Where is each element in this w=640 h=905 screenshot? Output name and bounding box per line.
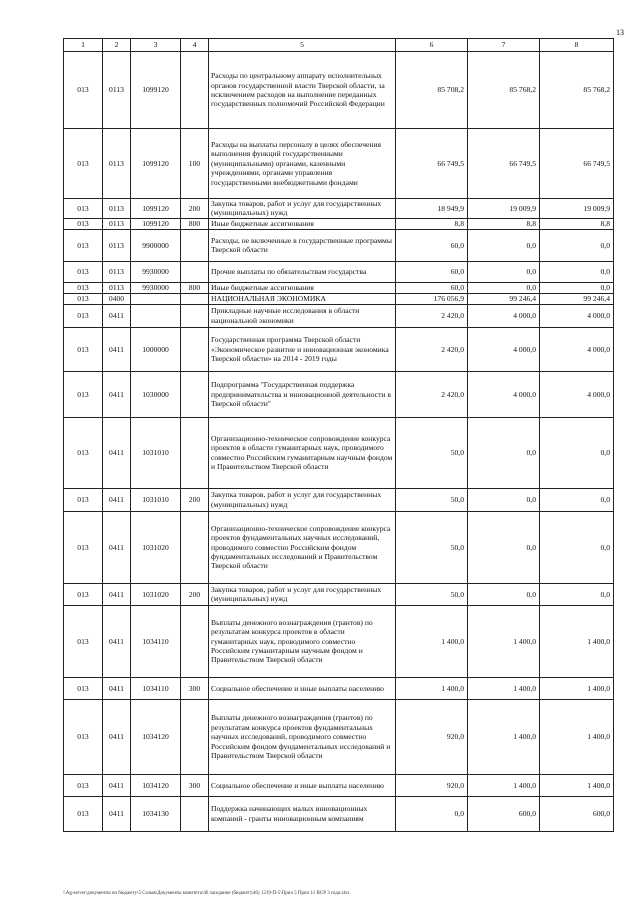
header-cell-5: 5 [209, 39, 396, 52]
col-description: Иные бюджетные ассигнования [209, 218, 396, 229]
col-amount-year2: 1 400,0 [468, 774, 540, 796]
col-amount-year2: 0,0 [468, 583, 540, 605]
col-ministry-code: 013 [64, 774, 103, 796]
col-ministry-code: 013 [64, 511, 103, 583]
table-row [64, 796, 614, 831]
col-amount-year1: 920,0 [396, 699, 468, 774]
table-row [64, 199, 614, 219]
page-number: 13 [616, 28, 624, 37]
col-amount-year1: 2 420,0 [396, 327, 468, 371]
col-description: Подпрограмма "Государственная поддержка предпринимательства и инновационной деятельности в Тверской области" [209, 371, 396, 417]
col-expense-type: 300 [181, 774, 209, 796]
col-ministry-code: 013 [64, 796, 103, 831]
col-ministry-code: 013 [64, 304, 103, 327]
col-amount-year2: 1 400,0 [468, 677, 540, 699]
col-expense-type [181, 417, 209, 488]
table-row [64, 229, 614, 261]
col-amount-year1: 176 056,9 [396, 293, 468, 304]
col-amount-year2: 0,0 [468, 417, 540, 488]
col-ministry-code: 013 [64, 371, 103, 417]
table-row [64, 677, 614, 699]
col-amount-year1: 85 708,2 [396, 52, 468, 129]
col-target-article: 1034110 [131, 677, 181, 699]
col-amount-year1: 2 420,0 [396, 371, 468, 417]
col-description: Организационно-техническое сопровождение конкурса проектов в области гуманитарных наук, проводимого совместно Российским гуманитарным научным фондом и Правительством Тверской области [209, 417, 396, 488]
col-section-code: 0113 [103, 52, 131, 129]
col-description: Прикладные научные исследования в области национальной экономики [209, 304, 396, 327]
table-row [64, 699, 614, 774]
table-row [64, 511, 614, 583]
col-amount-year1: 2 420,0 [396, 304, 468, 327]
table-row [64, 327, 614, 371]
col-section-code: 0113 [103, 282, 131, 293]
col-section-code: 0411 [103, 583, 131, 605]
col-target-article: 1099120 [131, 199, 181, 219]
col-description: Закупка товаров, работ и услуг для государственных (муниципальных) нужд [209, 488, 396, 511]
col-ministry-code: 013 [64, 488, 103, 511]
col-amount-year3: 600,0 [540, 796, 614, 831]
col-section-code: 0113 [103, 229, 131, 261]
col-target-article: 9900000 [131, 229, 181, 261]
col-expense-type [181, 699, 209, 774]
col-expense-type: 200 [181, 199, 209, 219]
col-amount-year3: 85 768,2 [540, 52, 614, 129]
col-target-article [131, 304, 181, 327]
col-amount-year3: 0,0 [540, 583, 614, 605]
col-description: Выплаты денежного вознаграждения (грантов) по результатам конкурса проектов в области гуманитарных наук, проводимого совместно Российским гуманитарным научным фондом и Правительством Тверской области [209, 605, 396, 677]
col-target-article: 1099120 [131, 129, 181, 199]
col-amount-year3: 0,0 [540, 511, 614, 583]
col-section-code: 0113 [103, 129, 131, 199]
col-ministry-code: 013 [64, 218, 103, 229]
col-amount-year3: 99 246,4 [540, 293, 614, 304]
col-ministry-code: 013 [64, 293, 103, 304]
header-cell-1: 1 [64, 39, 103, 52]
table-row [64, 583, 614, 605]
col-amount-year2: 8,8 [468, 218, 540, 229]
col-description: Иные бюджетные ассигнования [209, 282, 396, 293]
col-section-code: 0411 [103, 699, 131, 774]
header-cell-7: 7 [468, 39, 540, 52]
col-ministry-code: 013 [64, 282, 103, 293]
col-section-code: 0411 [103, 417, 131, 488]
col-amount-year2: 19 009,9 [468, 199, 540, 219]
col-expense-type: 800 [181, 218, 209, 229]
col-expense-type: 800 [181, 282, 209, 293]
col-amount-year1: 50,0 [396, 488, 468, 511]
col-section-code: 0113 [103, 199, 131, 219]
col-target-article: 1031020 [131, 583, 181, 605]
col-amount-year3: 0,0 [540, 488, 614, 511]
col-section-code: 0411 [103, 371, 131, 417]
header-cell-3: 3 [131, 39, 181, 52]
col-amount-year3: 0,0 [540, 417, 614, 488]
col-ministry-code: 013 [64, 52, 103, 129]
header-row [64, 39, 614, 52]
col-ministry-code: 013 [64, 129, 103, 199]
col-amount-year2: 66 749,5 [468, 129, 540, 199]
col-ministry-code: 013 [64, 417, 103, 488]
table-row [64, 417, 614, 488]
col-section-code: 0411 [103, 774, 131, 796]
col-amount-year1: 8,8 [396, 218, 468, 229]
col-description: Поддержка начинающих малых инновационных компаний - гранты инновационным компаниям [209, 796, 396, 831]
col-amount-year3: 0,0 [540, 282, 614, 293]
table-row [64, 52, 614, 129]
table-row [64, 261, 614, 282]
col-section-code: 0411 [103, 304, 131, 327]
col-ministry-code: 013 [64, 261, 103, 282]
col-amount-year3: 4 000,0 [540, 304, 614, 327]
col-amount-year3: 1 400,0 [540, 774, 614, 796]
col-section-code: 0400 [103, 293, 131, 304]
col-amount-year2: 4 000,0 [468, 371, 540, 417]
col-amount-year2: 4 000,0 [468, 327, 540, 371]
col-expense-type [181, 796, 209, 831]
col-amount-year3: 19 009,9 [540, 199, 614, 219]
col-description: Расходы, не включенные в государственные программы Тверской области [209, 229, 396, 261]
col-expense-type [181, 229, 209, 261]
header-cell-4: 4 [181, 39, 209, 52]
col-amount-year3: 1 400,0 [540, 677, 614, 699]
table-row [64, 129, 614, 199]
col-section-code: 0411 [103, 605, 131, 677]
col-target-article: 1031010 [131, 488, 181, 511]
table-row [64, 282, 614, 293]
col-amount-year3: 4 000,0 [540, 327, 614, 371]
col-target-article: 1099120 [131, 52, 181, 129]
col-amount-year2: 85 768,2 [468, 52, 540, 129]
table-row [64, 488, 614, 511]
col-expense-type: 200 [181, 488, 209, 511]
col-description: Выплаты денежного вознаграждения (грантов) по результатам конкурса проектов фундаментальных научных исследований, проводимого совместно Российским фондом фундаментальных исследований и Правительством Тверской области [209, 699, 396, 774]
col-section-code: 0411 [103, 488, 131, 511]
col-target-article: 1099120 [131, 218, 181, 229]
col-amount-year1: 0,0 [396, 796, 468, 831]
table-row [64, 371, 614, 417]
col-expense-type [181, 261, 209, 282]
col-section-code: 0411 [103, 511, 131, 583]
col-amount-year2: 4 000,0 [468, 304, 540, 327]
col-ministry-code: 013 [64, 229, 103, 261]
col-target-article: 9930000 [131, 261, 181, 282]
col-amount-year1: 1 400,0 [396, 605, 468, 677]
col-amount-year1: 18 949,9 [396, 199, 468, 219]
col-target-article: 1034120 [131, 774, 181, 796]
col-target-article: 1034130 [131, 796, 181, 831]
col-amount-year3: 1 400,0 [540, 605, 614, 677]
col-section-code: 0113 [103, 261, 131, 282]
col-ministry-code: 013 [64, 199, 103, 219]
col-amount-year3: 1 400,0 [540, 699, 614, 774]
col-amount-year3: 0,0 [540, 261, 614, 282]
col-description: Организационно-техническое сопровождение конкурса проектов фундаментальных научных исследований, проводимого совместно Российским фондом фундаментальных исследований и Правительством Тверской области [209, 511, 396, 583]
col-amount-year1: 66 749,5 [396, 129, 468, 199]
col-ministry-code: 013 [64, 327, 103, 371]
col-ministry-code: 013 [64, 677, 103, 699]
col-amount-year3: 8,8 [540, 218, 614, 229]
col-expense-type: 300 [181, 677, 209, 699]
col-amount-year1: 920,0 [396, 774, 468, 796]
col-description: Социальное обеспечение и иные выплаты населению [209, 774, 396, 796]
col-section-code: 0411 [103, 327, 131, 371]
col-expense-type: 200 [181, 583, 209, 605]
col-section-code: 0411 [103, 796, 131, 831]
col-description: Прочие выплаты по обязательствам государства [209, 261, 396, 282]
col-target-article: 1031010 [131, 417, 181, 488]
col-ministry-code: 013 [64, 699, 103, 774]
col-description: Социальное обеспечение и иные выплаты населению [209, 677, 396, 699]
col-target-article: 1031020 [131, 511, 181, 583]
col-ministry-code: 013 [64, 605, 103, 677]
col-description: Расходы на выплаты персоналу в целях обеспечения выполнения функций государственными (муниципальными) органами, казенными учреждениями, органами управления государственными внебюджетными фондами [209, 129, 396, 199]
col-description: Государственная программа Тверской области «Экономическое развитие и инновационная экономика Тверской области» на 2014 - 2019 годы [209, 327, 396, 371]
col-expense-type [181, 605, 209, 677]
col-amount-year2: 0,0 [468, 261, 540, 282]
table-row [64, 293, 614, 304]
col-amount-year1: 50,0 [396, 511, 468, 583]
file-path-footer: \\Ag-server\документы по бюджету\5 Созыв\Документы комитета\46 заседание (бюджет)\46) 1219-П-5\Прил 5 Прил 11 ВСР 3 года.xlsx [63, 891, 350, 896]
col-expense-type: 100 [181, 129, 209, 199]
col-amount-year1: 60,0 [396, 282, 468, 293]
col-amount-year2: 0,0 [468, 488, 540, 511]
col-target-article: 1034110 [131, 605, 181, 677]
col-amount-year2: 0,0 [468, 229, 540, 261]
col-expense-type [181, 293, 209, 304]
col-amount-year3: 4 000,0 [540, 371, 614, 417]
col-amount-year2: 99 246,4 [468, 293, 540, 304]
col-amount-year2: 0,0 [468, 282, 540, 293]
col-section-code: 0113 [103, 218, 131, 229]
col-target-article: 1000000 [131, 327, 181, 371]
col-expense-type [181, 511, 209, 583]
table-row [64, 304, 614, 327]
col-description: Расходы по центральному аппарату исполнительных органов государственной власти Тверской области, за исключением расходов на выполнение переданных государственных полномочий Российской Федерации [209, 52, 396, 129]
col-amount-year2: 1 400,0 [468, 605, 540, 677]
col-amount-year1: 50,0 [396, 417, 468, 488]
col-ministry-code: 013 [64, 583, 103, 605]
budget-table [63, 38, 614, 832]
col-amount-year3: 0,0 [540, 229, 614, 261]
col-amount-year3: 66 749,5 [540, 129, 614, 199]
col-expense-type [181, 371, 209, 417]
col-expense-type [181, 52, 209, 129]
col-description: Закупка товаров, работ и услуг для государственных (муниципальных) нужд [209, 199, 396, 219]
header-cell-8: 8 [540, 39, 614, 52]
col-amount-year1: 60,0 [396, 261, 468, 282]
col-amount-year1: 60,0 [396, 229, 468, 261]
col-amount-year1: 50,0 [396, 583, 468, 605]
col-description: Закупка товаров, работ и услуг для государственных (муниципальных) нужд [209, 583, 396, 605]
col-description: НАЦИОНАЛЬНАЯ ЭКОНОМИКА [209, 293, 396, 304]
header-cell-2: 2 [103, 39, 131, 52]
col-target-article: 9930000 [131, 282, 181, 293]
col-amount-year2: 600,0 [468, 796, 540, 831]
table-row [64, 218, 614, 229]
col-expense-type [181, 304, 209, 327]
header-cell-6: 6 [396, 39, 468, 52]
col-amount-year1: 1 400,0 [396, 677, 468, 699]
table-row [64, 774, 614, 796]
col-target-article: 1030000 [131, 371, 181, 417]
col-amount-year2: 0,0 [468, 511, 540, 583]
col-section-code: 0411 [103, 677, 131, 699]
col-amount-year2: 1 400,0 [468, 699, 540, 774]
col-target-article: 1034120 [131, 699, 181, 774]
col-target-article [131, 293, 181, 304]
col-expense-type [181, 327, 209, 371]
table-row [64, 605, 614, 677]
